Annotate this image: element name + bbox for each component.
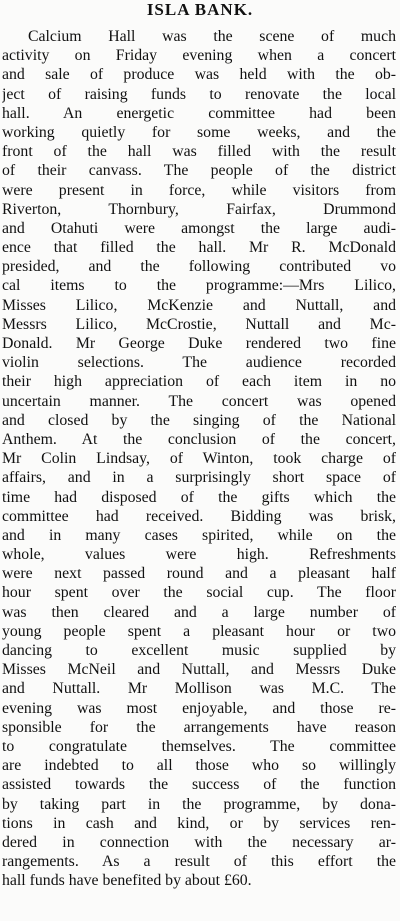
article-line: front of the hall was filled with the result	[2, 143, 396, 161]
article-line: dered in connection with the necessary ar-	[2, 833, 396, 851]
article-line: rangements. As a result of this effort the	[2, 853, 396, 871]
article-line: whole, values were high. Refreshments	[2, 546, 396, 564]
article-line: uncertain manner. The concert was opened	[2, 392, 396, 410]
article-line: are indebted to all those who so willingly	[2, 757, 396, 775]
article-line: Donald. Mr George Duke rendered two fine	[2, 335, 396, 352]
article-line: young people spent a pleasant hour or two	[2, 622, 396, 640]
article-line: by taking part in the programme, by dona-	[2, 795, 396, 813]
article-body	[2, 27, 396, 890]
article-line: was then cleared and a large number of	[2, 603, 396, 621]
article-line: Misses Lilico, McKenzie and Nuttall, and	[2, 296, 396, 314]
article-line: Riverton, Thornbury, Fairfax, Drummond	[2, 200, 396, 218]
article-line: and closed by the singing of the National	[2, 411, 396, 429]
article-line: were next passed round and a pleasant half	[2, 565, 396, 583]
article-line: evening was most enjoyable, and those re-	[2, 699, 396, 717]
article-line: presided, and the following contributed vo	[2, 258, 396, 276]
article-line: and Otahuti were amongst the large audi-	[2, 219, 396, 237]
article-line: ence that filled the hall. Mr R. McDonald	[2, 239, 396, 257]
article-line: to congratulate themselves. The committee	[2, 737, 396, 755]
article-line: Misses McNeil and Nuttall, and Messrs Duke	[2, 661, 396, 679]
article-line: of their canvass. The people of the district	[2, 162, 396, 180]
article-line: dancing to excellent music supplied by	[2, 642, 396, 659]
article-line: hall. An energetic committee had been	[2, 104, 396, 122]
article-line: time had disposed of the gifts which the	[2, 488, 396, 506]
article-line: Calcium Hall was the scene of much	[28, 28, 396, 45]
article-headline: ISLA BANK.	[146, 0, 254, 19]
article-line: sponsible for the arrangements have reason	[2, 718, 396, 736]
article-line: cal items to the programme:—Mrs Lilico,	[2, 277, 396, 295]
article-line: working quietly for some weeks, and the	[2, 123, 396, 141]
article-line: hour spent over the social cup. The floor	[2, 584, 396, 602]
article-line: their high appreciation of each item in no	[2, 373, 396, 391]
article-line: committee had received. Bidding was brisk,	[2, 507, 396, 525]
article-line: were present in force, while visitors from	[2, 181, 396, 199]
article-line: violin selections. The audience recorded	[2, 354, 396, 372]
article-line: ject of raising funds to renovate the local	[2, 85, 396, 103]
article-line: Messrs Lilico, McCrostie, Nuttall and Mc-	[2, 315, 396, 333]
article-line: and Nuttall. Mr Mollison was M.C. The	[2, 680, 396, 698]
article-line: affairs, and in a surprisingly short space of	[2, 469, 396, 487]
article-line: and in many cases spirited, while on the	[2, 526, 396, 544]
article-line: hall funds have benefited by about £60.	[2, 872, 252, 890]
article-line: Anthem. At the conclusion of the concert,	[2, 430, 396, 448]
article-line: activity on Friday evening when a concert	[2, 47, 396, 65]
article-line: Mr Colin Lindsay, of Winton, took charge of	[2, 450, 396, 468]
article-line: and sale of produce was held with the ob-	[2, 66, 396, 84]
article-line: assisted towards the success of the function	[2, 776, 396, 794]
article-line: tions in cash and kind, or by services ren-	[2, 814, 396, 832]
